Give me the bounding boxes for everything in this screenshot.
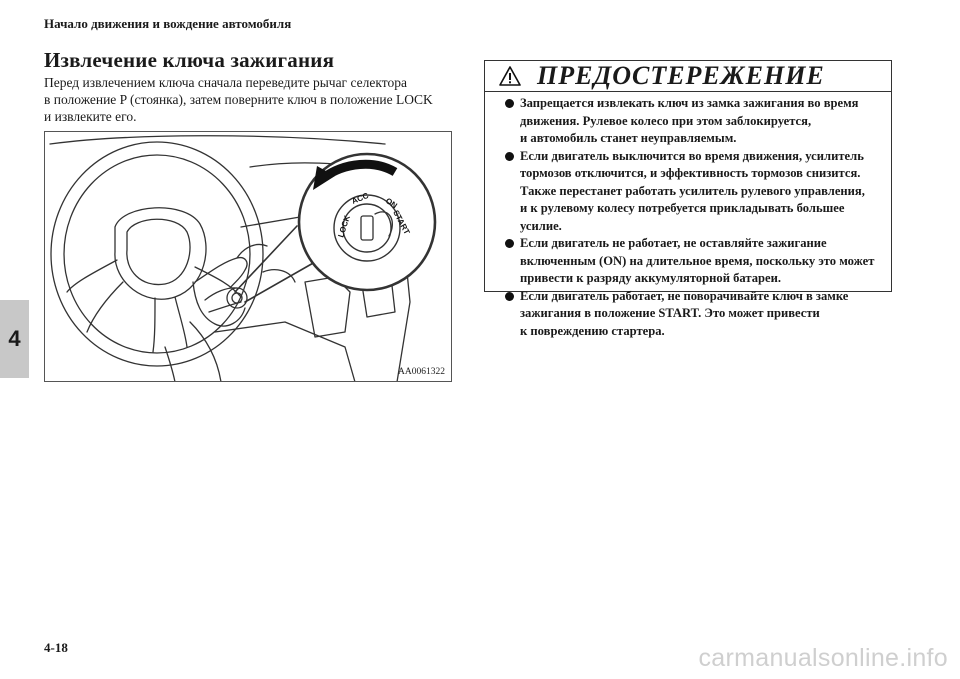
warning-item <box>505 288 881 341</box>
warning-item <box>505 95 881 148</box>
chapter-tab: 4 <box>0 300 29 378</box>
warning-item-text: Если двигатель работает, не поворачивайте ключ в замке зажигания в положение START. Это может привести к повреждению стартера. <box>520 288 849 338</box>
intro-line: в положение P (стоянка), затем поверните ключ в положение LOCK <box>44 92 433 107</box>
bullet-icon <box>505 239 514 248</box>
figure-id: AA0061322 <box>398 367 445 377</box>
warning-item-text: Если двигатель не работает, не оставляйте зажигание включенным (ON) на длительное время, поскольку это может привести к разряду аккумуляторной батареи. <box>520 236 875 285</box>
section-title: Извлечение ключа зажигания <box>44 48 335 72</box>
ignition-illustration <box>44 131 452 382</box>
intro-line: Перед извлечением ключа сначала переведите рычаг селектора <box>44 75 407 90</box>
warning-item <box>505 148 881 236</box>
watermark: carmanualsonline.info <box>698 644 948 672</box>
bullet-icon <box>505 99 514 108</box>
intro-line: и извлеките его. <box>44 109 137 124</box>
warning-box <box>484 60 892 338</box>
warning-header <box>485 61 891 92</box>
warning-item <box>505 235 881 288</box>
switch-label-start: START <box>391 208 412 236</box>
switch-label-on: ON <box>383 196 399 211</box>
switch-label-acc: ACC <box>350 191 370 206</box>
warning-title: ПРЕДОСТЕРЕЖЕНИЕ <box>537 61 825 90</box>
warning-item-text: Если двигатель выключится во время движения, усилитель тормозов отключится, и эффективность тормозов снизится. Также перестанет работать усилитель рулевого управления, и к рулевому колесу потребуется прикладывать большее усилие. <box>520 148 865 233</box>
warning-item-text: Запрещается извлекать ключ из замка зажигания во время движения. Рулевое колесо при этом заблокируется, и автомобиль станет неуправляемым. <box>520 96 859 145</box>
intro-paragraph <box>44 74 464 125</box>
warning-list <box>485 92 891 340</box>
warning-triangle-icon <box>499 66 521 86</box>
bullet-icon <box>505 152 514 161</box>
switch-label-lock: LOCK <box>336 214 352 239</box>
running-title: Начало движения и вождение автомобиля <box>44 16 292 31</box>
steering-wheel-ignition-drawing <box>45 132 452 382</box>
page-number: 4-18 <box>44 640 68 655</box>
bullet-icon <box>505 292 514 301</box>
